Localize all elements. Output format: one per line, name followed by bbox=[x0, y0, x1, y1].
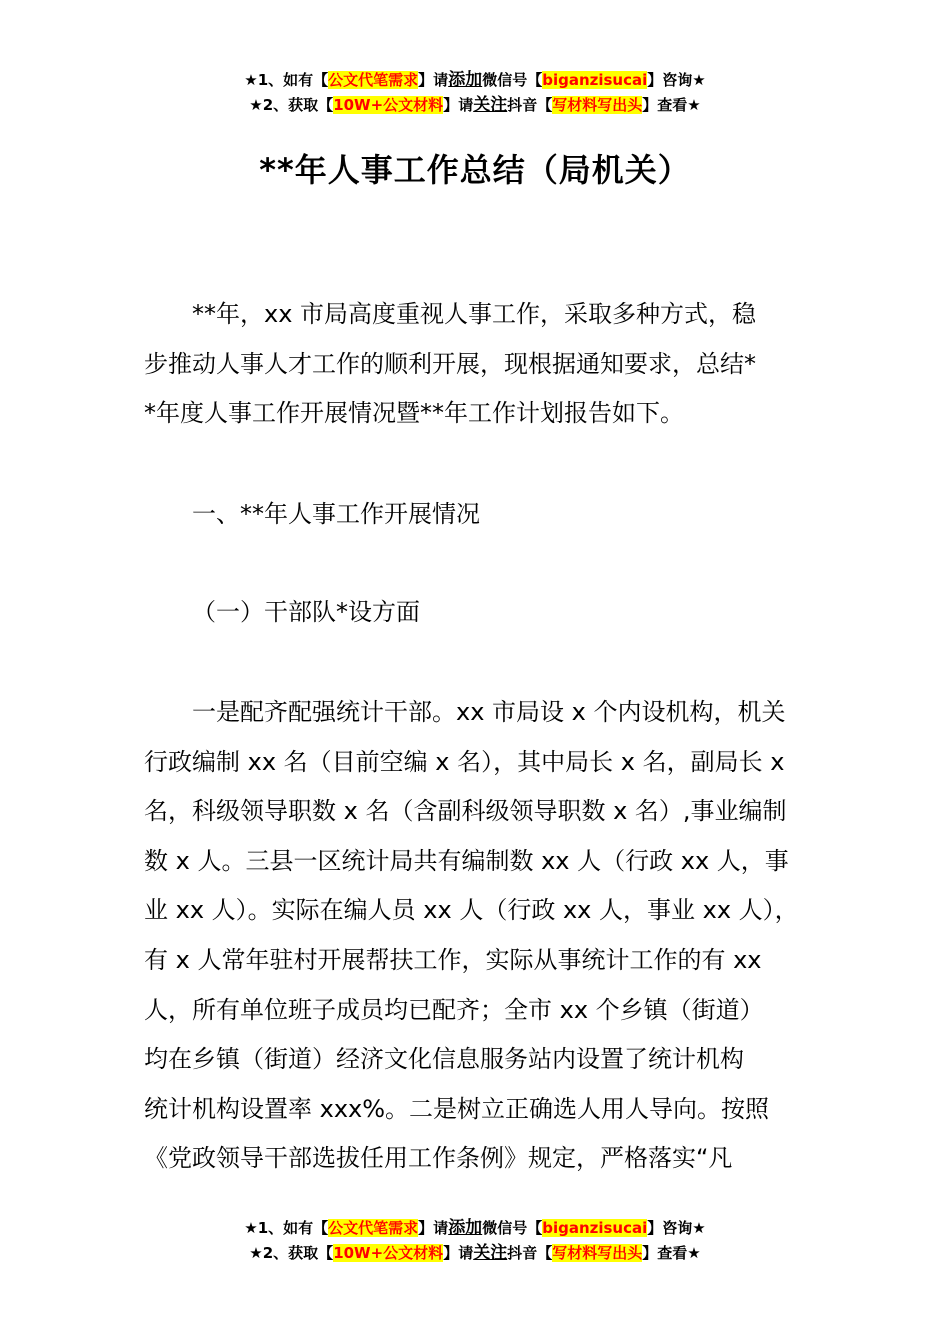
banner-highlight-service: 公文代笔需求 bbox=[328, 71, 419, 89]
body-line: 《党政领导干部选拔任用工作条例》规定，严格落实“凡 bbox=[144, 1144, 733, 1173]
banner-highlight-wechat: biganzisucai bbox=[542, 1219, 648, 1237]
section-heading: 一、**年人事工作开展情况 bbox=[192, 500, 480, 528]
intro-line: *年度人事工作开展情况暨**年工作计划报告如下。 bbox=[144, 399, 684, 428]
body-line: 有 x 人常年驻村开展帮扶工作，实际从事统计工作的有 xx bbox=[144, 945, 762, 974]
banner-highlight-douyin: 写材料写出头 bbox=[552, 1244, 643, 1262]
body-line: 统计机构设置率 xxx%。二是树立正确选人用人导向。按照 bbox=[144, 1094, 770, 1123]
body-line: 人，所有单位班子成员均已配齐；全市 xx 个乡镇（街道） bbox=[144, 995, 764, 1024]
body-line: 数 x 人。三县一区统计局共有编制数 xx 人（行政 xx 人，事 bbox=[144, 846, 789, 875]
footer-banner bbox=[0, 1216, 950, 1266]
body-line: 行政编制 xx 名（目前空编 x 名），其中局长 x 名，副局长 x bbox=[144, 747, 785, 776]
banner-line-1: ★1、如有【公文代笔需求】请添加微信号【biganzisucai】咨询★ bbox=[244, 70, 706, 90]
header-banner bbox=[0, 68, 950, 118]
intro-line: **年，xx 市局高度重视人事工作，采取多种方式，稳 bbox=[192, 300, 757, 328]
banner-highlight-douyin: 写材料写出头 bbox=[552, 96, 643, 114]
banner-highlight-wechat: biganzisucai bbox=[542, 71, 648, 89]
body-line: 业 xx 人）。实际在编人员 xx 人（行政 xx 人，事业 xx 人）， bbox=[144, 896, 799, 925]
body-line: 一是配齐配强统计干部。xx 市局设 x 个内设机构，机关 bbox=[192, 698, 786, 726]
document-title: **年人事工作总结（局机关） bbox=[259, 151, 691, 189]
body-paragraph bbox=[144, 688, 816, 1184]
body-line: 名，科级领导职数 x 名（含副科级领导职数 x 名）,事业编制 bbox=[144, 797, 787, 826]
banner-line-2: ★2、获取【10W+公文材料】请关注抖音【写材料写出头】查看★ bbox=[249, 95, 701, 115]
banner-line-1: ★1、如有【公文代笔需求】请添加微信号【biganzisucai】咨询★ bbox=[244, 1218, 706, 1238]
banner-highlight-materials: 10W+公文材料 bbox=[333, 96, 444, 114]
banner-highlight-materials: 10W+公文材料 bbox=[333, 1244, 444, 1262]
subsection-heading: （一）干部队*设方面 bbox=[192, 598, 420, 626]
intro-paragraph bbox=[144, 290, 816, 439]
banner-highlight-service: 公文代笔需求 bbox=[328, 1219, 419, 1237]
intro-line: 步推动人事人才工作的顺利开展，现根据通知要求，总结* bbox=[144, 349, 756, 378]
body-line: 均在乡镇（街道）经济文化信息服务站内设置了统计机构 bbox=[144, 1045, 744, 1074]
banner-line-2: ★2、获取【10W+公文材料】请关注抖音【写材料写出头】查看★ bbox=[249, 1243, 701, 1263]
